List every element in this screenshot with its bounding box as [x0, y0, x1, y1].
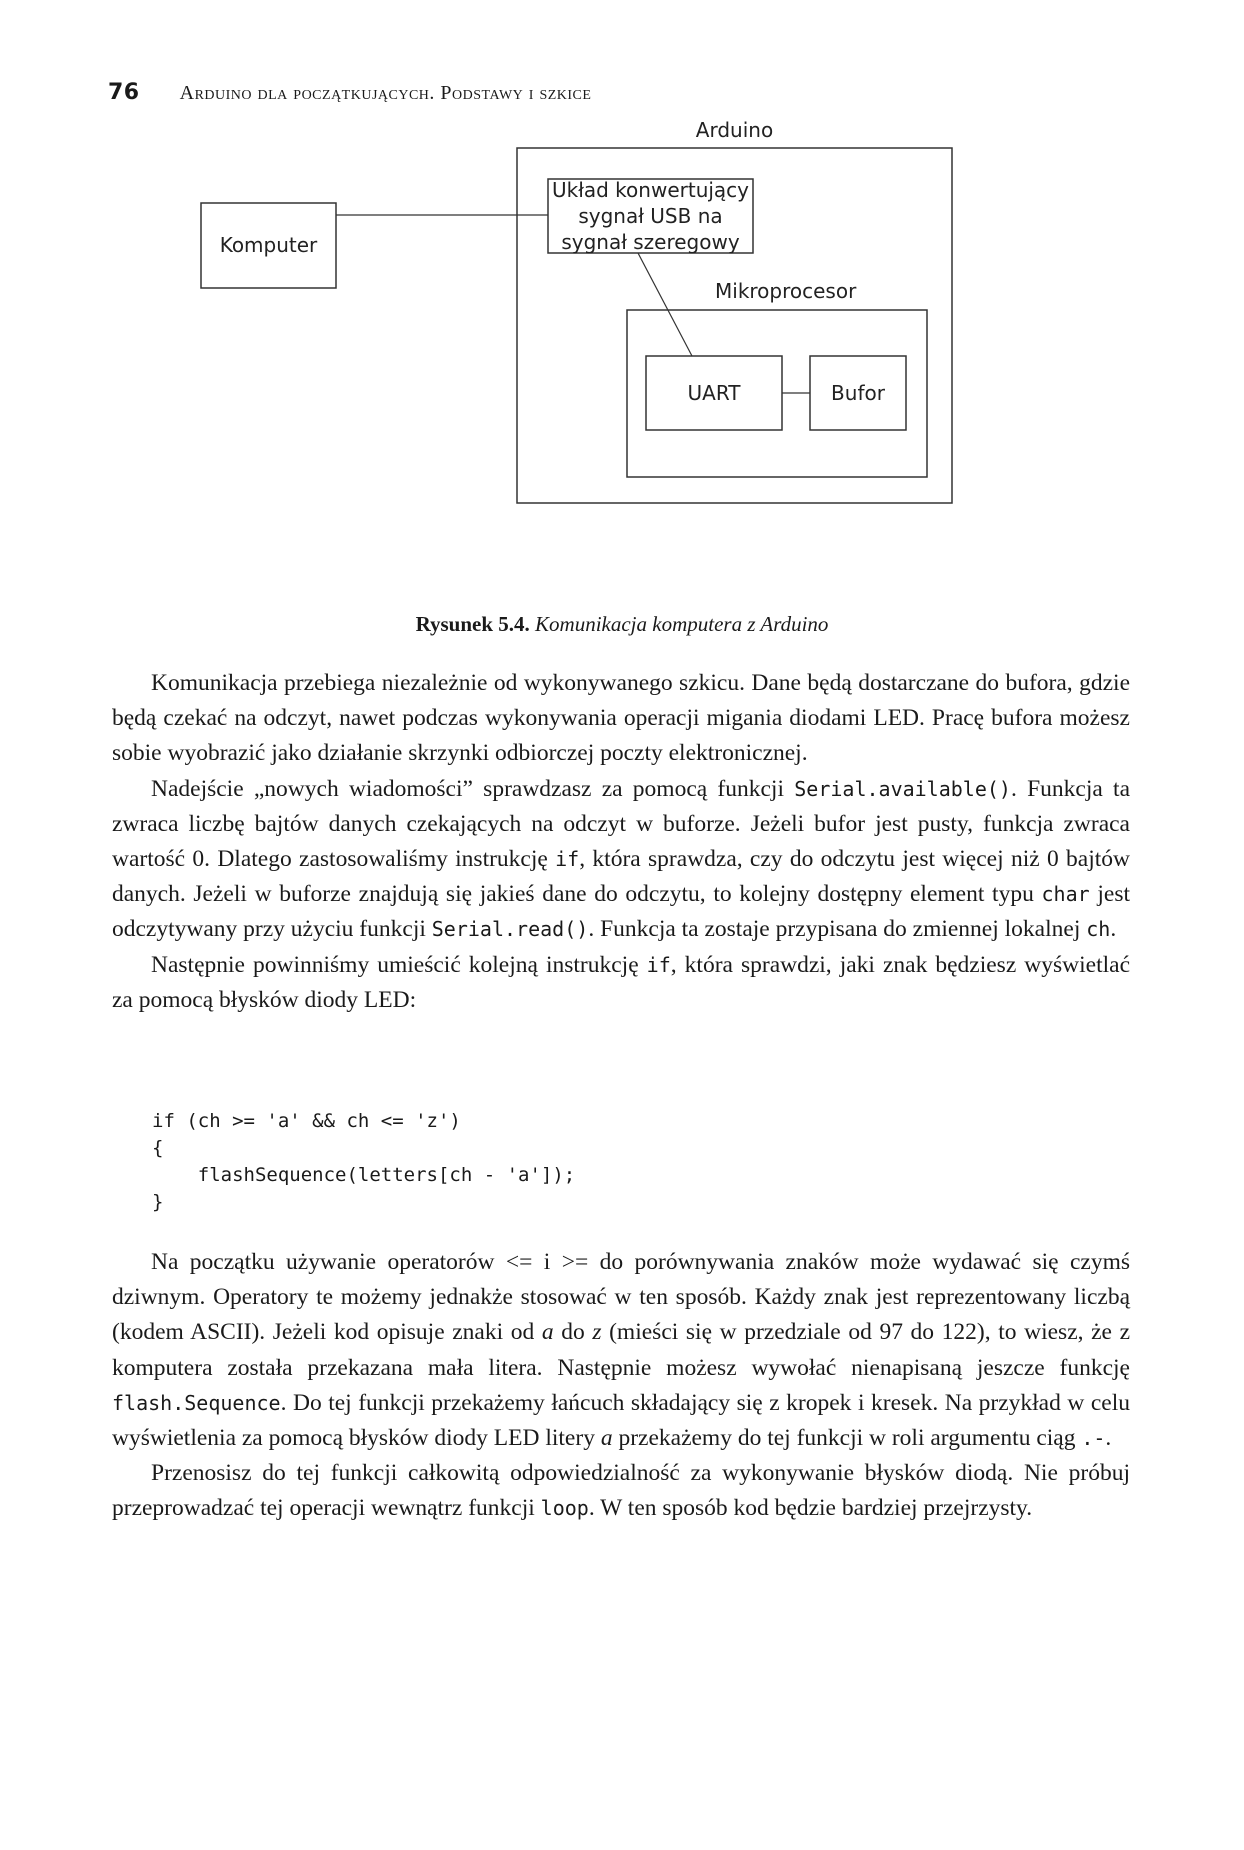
code-block: if (ch >= 'a' && ch <= 'z') { flashSequence(letters[ch - 'a']); }	[152, 1110, 576, 1213]
code-char: char	[1041, 882, 1090, 907]
p3-text-a: Następnie powinniśmy umieścić kolejną instrukcję	[151, 951, 647, 978]
p4-italic-letter: a	[600, 1425, 613, 1452]
code-flash-sequence: flash.Sequence	[112, 1390, 281, 1415]
code-serial-read: Serial.read()	[431, 917, 589, 942]
code-if: if	[555, 847, 580, 872]
p4-text-d: . Do tej funkcji przekażemy łańcuch składający się z kropek i kresek. Na przykład w celu wyświetlenia za pomocą błysków diody LED litery	[112, 1389, 1130, 1452]
p2-text-c: , która sprawdza, czy do odczytu jest więcej niż 0 bajtów danych. Jeżeli w buforze znajdują się jakieś dane do odczytu, to kolejny dostępny element typu	[112, 846, 1130, 908]
p4-text-b: do	[553, 1319, 593, 1346]
running-title: Arduino dla początkujących. Podstawy i szkice	[179, 82, 592, 104]
code-ch: ch	[1086, 917, 1111, 942]
arduino-label: Arduino	[695, 118, 774, 142]
p3-text-b: , która sprawdzi, jaki znak będziesz wyświetlać za pomocą błysków diody LED:	[112, 951, 1131, 1013]
p5-text-a: Przenosisz do tej funkcji całkowitą odpowiedzialność za wykonywanie błysków diodą. Nie próbuj przeprowadzać tej operacji wewnątrz funkcji	[112, 1460, 1130, 1522]
paragraph-5	[112, 1456, 1130, 1526]
p2-text-f: .	[1110, 916, 1117, 943]
page-number: 76	[108, 80, 140, 105]
converter-uart-link	[638, 253, 692, 356]
microprocessor-label: Mikroprocesor	[715, 279, 857, 303]
code-dot-dash: .-	[1081, 1426, 1106, 1451]
caption-number: Rysunek 5.4.	[415, 612, 530, 636]
figure-caption	[0, 612, 1244, 637]
p2-text-b: . Funkcja ta zwraca liczbę bajtów danych czekających na odczyt w buforze. Jeżeli bufor jest pusty, funkcja zwraca wartość 0. Dlatego zastosowaliśmy instrukcję	[112, 775, 1130, 873]
paragraph-1: Komunikacja przebiega niezależnie od wykonywanego szkicu. Dane będą dostarczane do bufora, gdzie będą czekać na odczyt, nawet podczas wykonywania operacji migania diodami LED. Pracę bufora możesz sobie wyobrazić jako działanie skrzynki odbiorczej poczty elektronicznej.	[112, 670, 1130, 767]
code-serial-available: Serial.available()	[794, 776, 1011, 801]
p4-text-a: Na początku używanie operatorów <= i >= do porównywania znaków może wydawać się czymś dziwnym. Operatory te możemy jednakże stosować w ten sposób. Każdy znak jest reprezentowany liczbą (kodem ASCII). Jeżeli kod opisuje znaki od	[112, 1249, 1130, 1346]
communication-diagram	[195, 118, 1050, 605]
converter-label-line-1: Układ konwertujący	[551, 178, 750, 202]
running-head	[108, 80, 591, 105]
body-text-upper	[112, 666, 1130, 1018]
p2-text-d: jest odczytywany przy użyciu funkcji	[112, 881, 1130, 943]
buffer-label: Bufor	[831, 381, 885, 405]
p2-text-a: Nadejście „nowych wiadomości” sprawdzasz za pomocą funkcji	[151, 775, 795, 802]
p4-text-c: (mieści się w przedziale od 97 do 122), to wiesz, że z komputera została przekazana mała litera. Następnie możesz wywołać nienapisaną jeszcze funkcję	[112, 1319, 1131, 1381]
paragraph-3	[112, 948, 1130, 1018]
converter-label-line-2: sygnał USB na	[578, 204, 723, 228]
paragraph-4	[112, 1245, 1130, 1456]
body-text-lower	[112, 1245, 1130, 1527]
code-if-2: if	[646, 952, 671, 977]
p5-text-b: . W ten sposób kod będzie bardziej przejrzysty.	[588, 1495, 1033, 1522]
p4-text-f: .	[1105, 1425, 1112, 1452]
caption-text: Komunikacja komputera z Arduino	[535, 612, 829, 636]
p4-text-e: przekażemy do tej funkcji w roli argumentu ciąg	[612, 1425, 1082, 1452]
code-loop: loop	[540, 1496, 589, 1521]
p2-text-e: . Funkcja ta zostaje przypisana do zmiennej lokalnej	[588, 916, 1087, 943]
computer-label: Komputer	[219, 233, 318, 257]
converter-label	[548, 177, 753, 255]
p4-italic-z: z	[592, 1319, 602, 1346]
p4-italic-a: a	[541, 1319, 554, 1346]
uart-label: UART	[687, 381, 741, 405]
converter-label-line-3: sygnał szeregowy	[561, 230, 740, 254]
paragraph-2	[112, 772, 1130, 948]
